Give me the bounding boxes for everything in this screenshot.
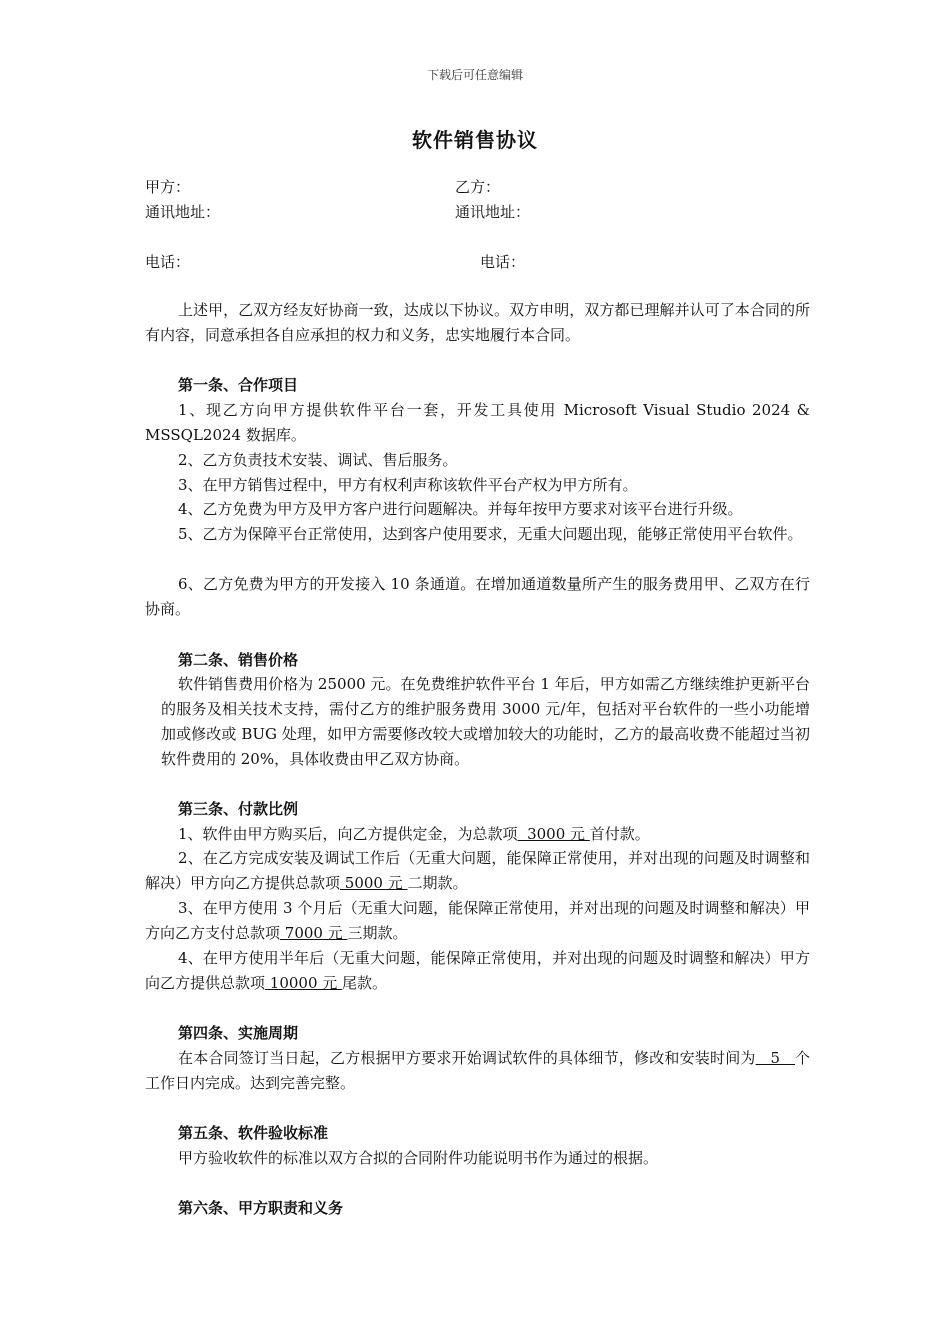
party-b-label: 乙方： bbox=[455, 178, 501, 196]
article-3-item-1 bbox=[145, 822, 810, 847]
party-a-phone-label: 电话： bbox=[145, 253, 191, 271]
article-3-item-4-suffix: 尾款。 bbox=[342, 974, 388, 992]
article-3-item-3-text: 3、在甲方使用 3 个月后（无重大问题，能保障正常使用，并对出现的问题及时调整和解决）甲方向乙方支付总款项 bbox=[145, 899, 810, 942]
article-5-heading: 第五条、软件验收标准 bbox=[178, 1124, 329, 1142]
article-3-item-1-suffix: 首付款。 bbox=[589, 825, 650, 843]
article-3-item-2-text: 2、在乙方完成安装及调试工作后（无重大问题，能保障正常使用，并对出现的问题及时调整和解决）甲方向乙方提供总款项 bbox=[145, 849, 810, 892]
article-1-item-2: 2、乙方负责技术安装、调试、售后服务。 bbox=[178, 451, 458, 469]
article-4-body bbox=[145, 1046, 810, 1096]
article-3-item-2 bbox=[145, 846, 810, 896]
page-header: 下载后可任意编辑 bbox=[426, 68, 523, 82]
article-3-item-2-suffix: 二期款。 bbox=[407, 874, 468, 892]
payment-amount-3: 7000 元 bbox=[280, 924, 348, 942]
party-a-address-label: 通讯地址： bbox=[145, 203, 221, 221]
payment-amount-2: 5000 元 bbox=[340, 874, 408, 892]
article-1-item-5: 5、乙方为保障平台正常使用，达到客户使用要求，无重大问题出现，能够正常使用平台软件。 bbox=[178, 525, 803, 543]
article-6-heading: 第六条、甲方职责和义务 bbox=[178, 1199, 344, 1217]
intro-paragraph: 上述甲，乙双方经友好协商一致，达成以下协议。双方申明，双方都已理解并认可了本合同的所有内容，同意承担各自应承担的权力和义务，忠实地履行本合同。 bbox=[145, 301, 810, 344]
article-1-item-3: 3、在甲方销售过程中，甲方有权利声称该软件平台产权为甲方所有。 bbox=[178, 476, 638, 494]
document-title: 软件销售协议 bbox=[412, 128, 538, 152]
article-3-item-4-text: 4、在甲方使用半年后（无重大问题，能保障正常使用，并对出现的问题及时调整和解决）甲方向乙方提供总款项 bbox=[145, 949, 810, 992]
article-1-item-6: 6、乙方免费为甲方的开发接入 10 条通道。在增加通道数量所产生的服务费用甲、乙双方在行协商。 bbox=[145, 575, 810, 618]
article-3-item-3 bbox=[145, 896, 810, 946]
article-4-heading: 第四条、实施周期 bbox=[178, 1024, 299, 1042]
work-days-value: 5 bbox=[755, 1049, 795, 1067]
article-3-heading: 第三条、付款比例 bbox=[178, 800, 299, 818]
article-2-heading: 第二条、销售价格 bbox=[178, 651, 299, 669]
article-4-text: 在本合同签订当日起，乙方根据甲方要求开始调试软件的具体细节，修改和安装时间为 bbox=[178, 1049, 756, 1067]
article-3-item-4 bbox=[145, 946, 810, 996]
article-1-item-1: 1、现乙方向甲方提供软件平台一套，开发工具使用 Microsoft Visual Studio 2024 & MSSQL2024 数据库。 bbox=[145, 401, 810, 444]
article-1-heading: 第一条、合作项目 bbox=[178, 376, 299, 394]
article-3-item-3-suffix: 三期款。 bbox=[347, 924, 408, 942]
party-b-phone-label: 电话： bbox=[480, 253, 526, 271]
article-2-body: 软件销售费用价格为 25000 元。在免费维护软件平台 1 年后，甲方如需乙方继续维护更新平台的服务及相关技术支持，需付乙方的维护服务费用 3000 元/年，包括对平台软件的一些小功能增加或修改或 BUG 处理，如甲方需要修改较大或增加较大的功能时，乙方的最高收费不能超过当初软件费用的 20%，具体收费由甲乙双方协商。 bbox=[161, 675, 810, 768]
payment-amount-4: 10000 元 bbox=[265, 974, 343, 992]
article-4-suffix: 个工作日内完成。达到完善完整。 bbox=[145, 1049, 810, 1092]
party-b-address-label: 通讯地址： bbox=[455, 203, 531, 221]
article-1-item-4: 4、乙方免费为甲方及甲方客户进行问题解决。并每年按甲方要求对该平台进行升级。 bbox=[178, 500, 743, 518]
party-a-label: 甲方： bbox=[145, 178, 191, 196]
payment-amount-1: 3000 元 bbox=[517, 825, 590, 843]
article-3-item-1-text: 1、软件由甲方购买后，向乙方提供定金，为总款项 bbox=[178, 825, 518, 843]
article-5-body: 甲方验收软件的标准以双方合拟的合同附件功能说明书作为通过的根据。 bbox=[178, 1149, 659, 1167]
